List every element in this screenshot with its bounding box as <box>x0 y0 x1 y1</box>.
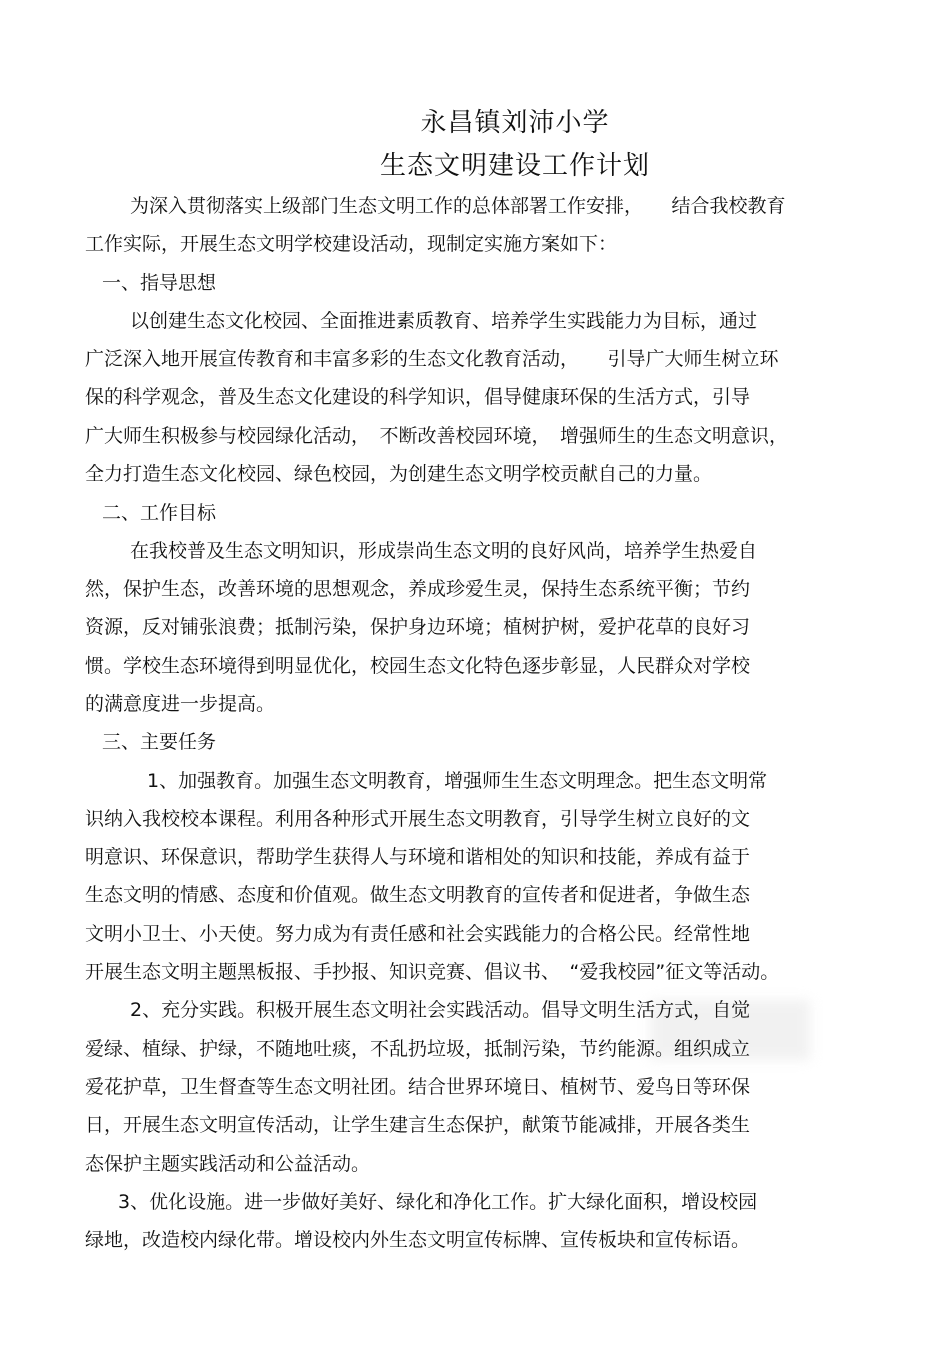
paragraph-line: 生态文明的情感、态度和价值观。做生态文明教育的宣传者和促进者，争做生态 <box>85 884 751 906</box>
paragraph-line: 以创建生态文化校园、全面推进素质教育、培养学生实践能力为目标，通过 <box>130 310 758 332</box>
section-heading: 一、指导思想 <box>102 272 217 294</box>
paragraph-line: 爱花护草，卫生督查等生态文明社团。结合世界环境日、植树节、爱鸟日等环保 <box>85 1076 751 1098</box>
paragraph-line: 然，保护生态，改善环境的思想观念，养成珍爱生灵，保持生态系统平衡；节约 <box>85 578 751 600</box>
paragraph-line: 爱绿、植绿、护绿，不随地吐痰，不乱扔垃圾，抵制污染，节约能源。组织成立 <box>85 1038 751 1060</box>
paragraph-line: 为深入贯彻落实上级部门生态文明工作的总体部署工作安排， 结合我校教育 <box>130 195 786 217</box>
paragraph-line: 广大师生积极参与校园绿化活动， 不断改善校园环境， 增强师生的生态文明意识， <box>85 425 789 447</box>
paragraph-line: 明意识、环保意识，帮助学生获得人与环境和谐相处的知识和技能，养成有益于 <box>85 846 751 868</box>
paragraph-line: 的满意度进一步提高。 <box>85 693 276 715</box>
school-title: 永昌镇刘沛小学 <box>420 108 610 138</box>
section-heading: 二、工作目标 <box>102 502 217 524</box>
section-heading: 三、主要任务 <box>102 731 217 753</box>
paragraph-line: 识纳入我校校本课程。利用各种形式开展生态文明教育，引导学生树立良好的文 <box>85 808 751 830</box>
paragraph-line: 绿地，改造校内绿化带。增设校内外生态文明宣传标牌、宣传板块和宣传标语。 <box>85 1229 751 1251</box>
paragraph-line: 全力打造生态文化校园、绿色校园，为创建生态文明学校贡献自己的力量。 <box>85 463 713 485</box>
paragraph-line: 文明小卫士、小天使。努力成为有责任感和社会实践能力的合格公民。经常性地 <box>85 923 751 945</box>
paragraph-line: 2、充分实践。积极开展生态文明社会实践活动。倡导文明生活方式，自觉 <box>130 999 751 1021</box>
paragraph-line: 资源，反对铺张浪费；抵制污染，保护身边环境；植树护树，爱护花草的良好习 <box>85 616 751 638</box>
paragraph-line: 广泛深入地开展宣传教育和丰富多彩的生态文化教育活动， 引导广大师生树立环 <box>85 348 779 370</box>
paragraph-line: 保的科学观念，普及生态文化建设的科学知识，倡导健康环保的生活方式，引导 <box>85 386 751 408</box>
paragraph-line: 工作实际，开展生态文明学校建设活动，现制定实施方案如下： <box>85 233 618 255</box>
document-title: 生态文明建设工作计划 <box>379 151 650 181</box>
paragraph-line: 态保护主题实践活动和公益活动。 <box>85 1153 371 1175</box>
paragraph-line: 在我校普及生态文明知识，形成崇尚生态文明的良好风尚，培养学生热爱自 <box>130 540 758 562</box>
paragraph-line: 3、优化设施。进一步做好美好、绿化和净化工作。扩大绿化面积，增设校园 <box>118 1191 758 1213</box>
paragraph-line: 惯。学校生态环境得到明显优化，校园生态文化特色逐步彰显，人民群众对学校 <box>85 655 751 677</box>
paragraph-line: 日，开展生态文明宣传活动，让学生建言生态保护，献策节能减排，开展各类生 <box>85 1114 751 1136</box>
paragraph-line: 1、加强教育。加强生态文明教育，增强师生生态文明理念。把生态文明常 <box>147 770 768 792</box>
paragraph-line: 开展生态文明主题黑板报、手抄报、知识竞赛、倡议书、 “爱我校园”征文等活动。 <box>85 961 780 983</box>
